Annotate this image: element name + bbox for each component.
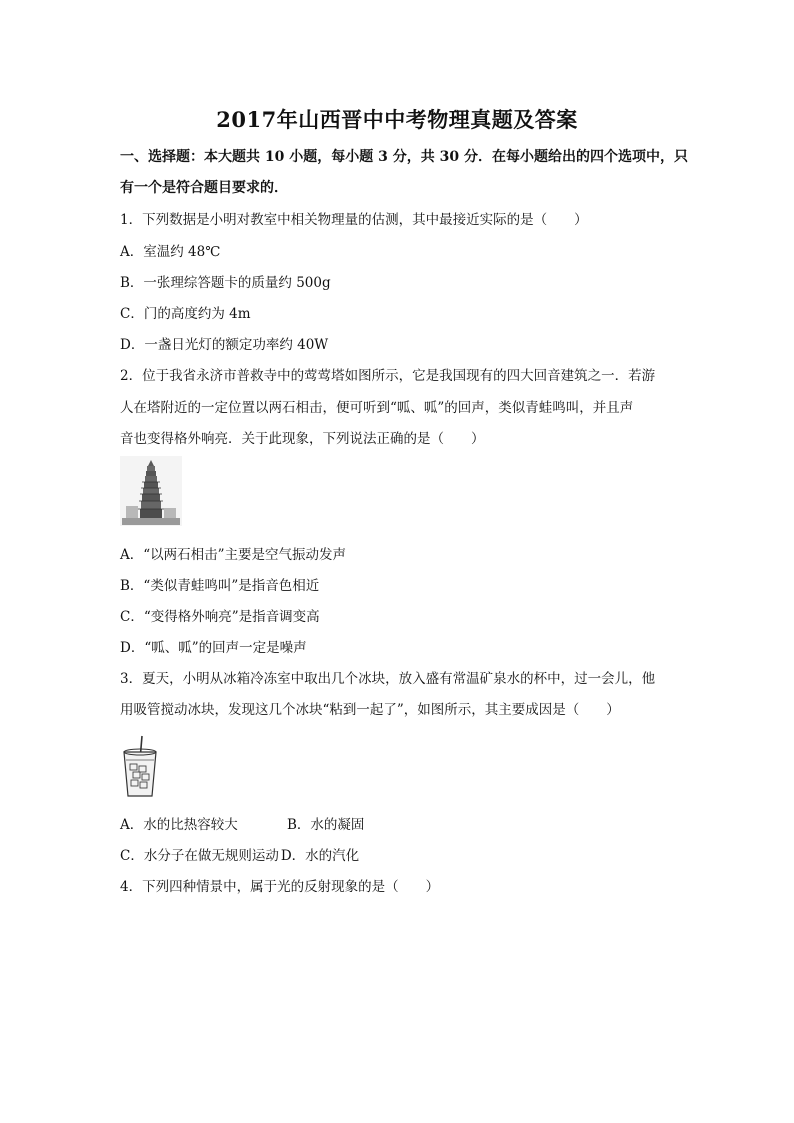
q3-option-d: D．水的汽化 [280, 848, 360, 864]
q2-option-a: A．“以两石相击”主要是空气振动发声 [120, 547, 347, 563]
q3-options-row2 [120, 844, 359, 864]
q2-stem-line1: 2．位于我省永济市普救寺中的莺莺塔如图所示，它是我国现有的四大回音建筑之一．若游 [120, 368, 656, 384]
section-heading-line1: 一、选择题：本大题共 10 小题，每小题 3 分，共 30 分．在每小题给出的四个选项中，只 [120, 149, 688, 165]
q2-option-b: B．“类似青蛙鸣叫”是指音色相近 [120, 578, 320, 594]
q3-option-c: C．水分子在做无规则运动 [120, 848, 279, 864]
q2-option-d: D．“呱、呱”的回声一定是噪声 [120, 640, 307, 656]
section-heading-line2: 有一个是符合题目要求的． [120, 180, 288, 196]
q4-stem: 4．下列四种情景中，属于光的反射现象的是（ ） [120, 879, 440, 895]
q3-stem-line2: 用吸管搅动冰块，发现这几个冰块“粘到一起了”，如图所示，其主要成因是（ ） [120, 702, 620, 718]
q3-stem-line1: 3．夏天，小明从冰箱冷冻室中取出几个冰块，放入盛有常温矿泉水的杯中，过一会儿，他 [120, 671, 656, 687]
q3-option-a: A．水的比热容较大 [120, 817, 238, 833]
ice-cup-image [120, 734, 160, 798]
q1-stem: 1．下列数据是小明对教室中相关物理量的估测，其中最接近实际的是（ ） [120, 212, 588, 228]
q1-option-a: A．室温约 48℃ [120, 244, 221, 260]
q1-option-c: C．门的高度约为 4m [120, 306, 251, 322]
q2-stem-line2: 人在塔附近的一定位置以两石相击，便可听到“呱、呱”的回声，类似青蛙鸣叫，并且声 [120, 400, 634, 416]
q2-option-c: C．“变得格外响亮”是指音调变高 [120, 609, 320, 625]
page-title: 2017年山西晋中中考物理真题及答案 [216, 107, 578, 132]
q3-option-b: B．水的凝固 [287, 817, 365, 833]
q1-option-b: B．一张理综答题卡的质量约 500g [120, 275, 331, 291]
q1-option-d: D．一盏日光灯的额定功率约 40W [120, 337, 329, 353]
q3-options-row1 [120, 813, 364, 833]
pagoda-image [120, 456, 182, 526]
q2-stem-line3: 音也变得格外响亮．关于此现象，下列说法正确的是（ ） [120, 431, 485, 447]
